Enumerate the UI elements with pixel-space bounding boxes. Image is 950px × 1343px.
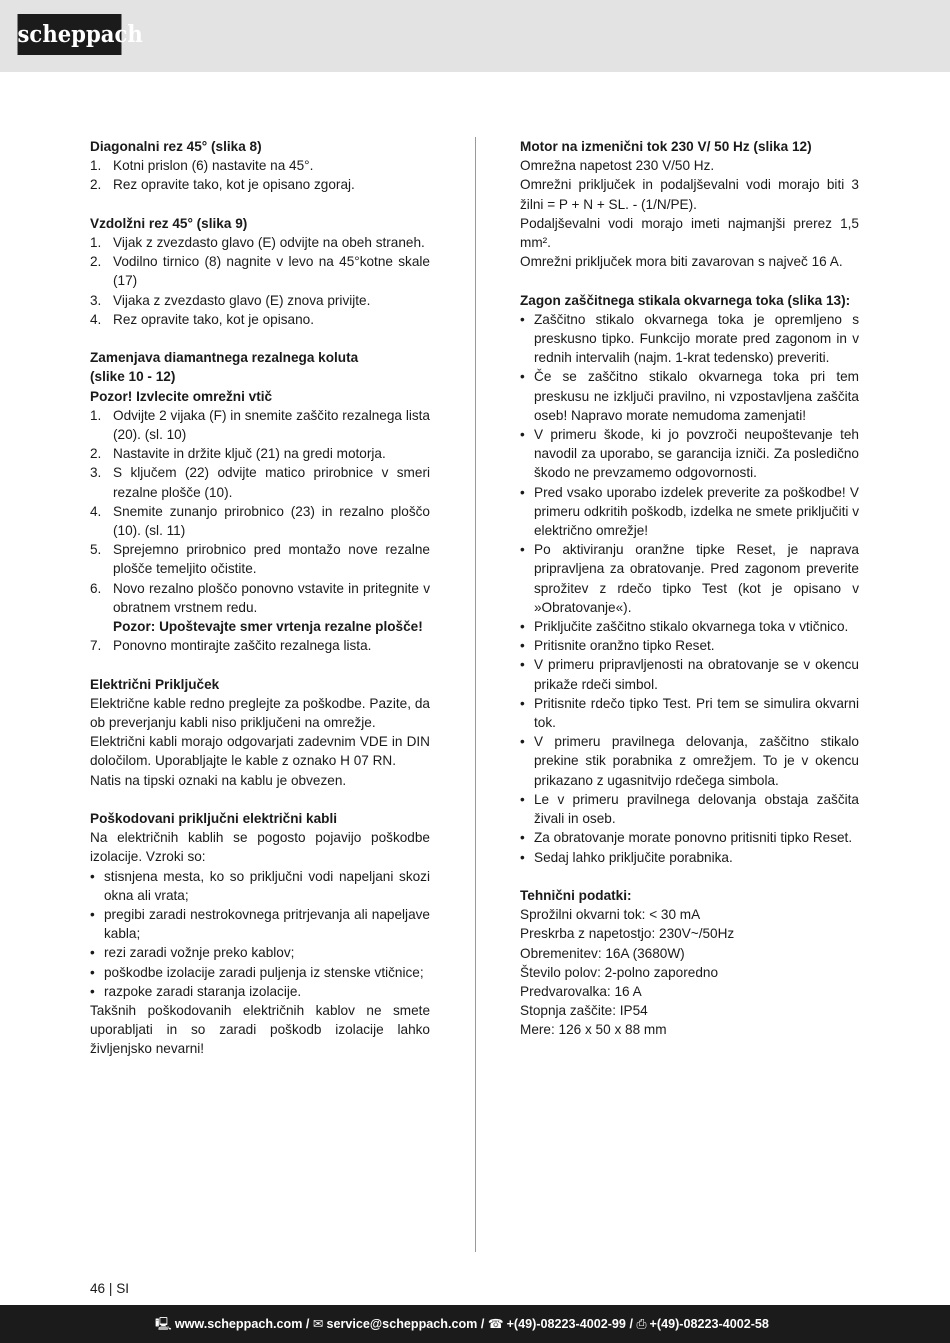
numbered-list <box>90 156 430 194</box>
item-number: 2. <box>90 177 102 193</box>
item-text: Nastavite in držite ključ (21) na gredi motorja. <box>113 446 386 462</box>
paragraph: Električne kable redno preglejte za poškodbe. Pazite, da ob preverjanju kabli niso priključeni na omrežje. <box>90 695 430 731</box>
item-warning: Pozor: Upoštevajte smer vrtenja rezalne plošče! <box>113 619 423 635</box>
paragraph: Takšnih poškodovanih električnih kablov ne smete uporabljati in so zaradi poškodb izolacije lahko življenjsko nevarni! <box>90 1003 430 1057</box>
item-text: Zaščitno stikalo okvarnega toka je opremljeno s preskusno tipko. Funkcijo morate pred zagonom in v rednih intervalih (najm. 1-krat tedensko) preveriti. <box>534 311 859 366</box>
item-text: Če se zaščitno stikalo okvarnega toka pri tem preskusu ne izklјuči pravilno, ni vzpostavljena zaščita oseb! Napravo morate nemudoma zamenjati! <box>534 369 859 423</box>
item-number: 2. <box>90 446 102 462</box>
list-item: • stisnjena mesta, ko so priključni vodi napeljani skozi okna ali vrata; <box>90 868 430 903</box>
paragraph: Podaljševalni vodi morajo imeti najmanjši prerez 1,5 mm². <box>520 215 859 251</box>
item-text: Po aktiviranju oranžne tipke Reset, je naprava pripravljena za obratovanje. Pred zagonom preverite sprožitev z rdečo tipko Test (kot je opisano v »Obratovanje«). <box>534 542 859 615</box>
spec-line: Predvarovalka: 16 A <box>520 983 642 999</box>
item-text: poškodbe izolacije zaradi puljenja iz stenske vtičnice; <box>104 964 424 980</box>
email-link[interactable]: service@scheppach.com <box>326 1317 478 1331</box>
page-number-separator: | <box>108 1281 113 1296</box>
item-number: 3. <box>90 465 102 481</box>
section-longitudinal-cut <box>90 214 430 329</box>
item-text: Kotni prislon (6) nastavite na 45°. <box>113 158 314 174</box>
spec-line: Preskrba z napetostjo: 230V~/50Hz <box>520 926 735 942</box>
spec-line: Stopnja zaščite: IP54 <box>520 1003 648 1019</box>
column-divider <box>475 137 476 1252</box>
item-text: Pritisnite oranžno tipko Reset. <box>534 638 715 654</box>
list-item: • poškodbe izolacije zaradi puljenja iz stenske vtičnice; <box>90 964 424 980</box>
website-link[interactable]: www.scheppach.com <box>174 1317 303 1331</box>
item-number: 1. <box>90 158 102 174</box>
list-item: • V primeru pripravljenosti na obratovanje se v okencu prikaže rdeči simbol. <box>520 657 859 692</box>
item-text: Le v primeru pravilnega delovanja obstaja zaščita živali in oseb. <box>534 791 859 827</box>
paragraph: Natis na tipski oznaki na kablu je obvezen. <box>90 772 347 788</box>
computer-icon: 🖳 <box>155 1317 172 1331</box>
left-column <box>90 137 430 1078</box>
item-text: Za obratovanje morate ponovno pritisniti tipko Reset. <box>534 830 853 846</box>
paragraph: Električni kabli morajo odgovarjati zadevnim VDE in DIN določilom. Uporabljajte le kable z oznako H 07 RN. <box>90 734 430 769</box>
list-item <box>90 310 430 329</box>
section-motor <box>520 137 859 271</box>
item-number: 4. <box>90 311 102 327</box>
spec-line: Število polov: 2-polno zaporedno <box>520 964 718 980</box>
item-text: Pritisnite rdečo tipko Test. Pri tem se simulira okvarni tok. <box>534 695 859 731</box>
item-text: Vodilno tirnico (8) nagnite v levo na 45°kotne skale (17) <box>113 254 430 289</box>
item-text: Snemite zunanjo prirobnico (23) in rezalno ploščo (10). (sl. 11) <box>113 503 430 539</box>
footer-separator: / <box>480 1317 485 1331</box>
list-item: • Sedaj lahko priključite porabnika. <box>520 849 733 865</box>
list-item <box>90 175 430 194</box>
item-text: Sprejemno prirobnico pred montažo nove rezalne plošče temeljito očistite. <box>113 542 430 577</box>
item-text: V primeru škode, ki jo povzroči neupoštevanje teh navodil za uporabo, se garancija izniči. Za posledično škodo ne prevzamemo odgovornosti. <box>534 427 859 481</box>
item-text: Pred vsako uporabo izdelek preverite za poškodbe! V primeru odkritih poškodb, izdelka ne smete priključiti v električno omrežje! <box>534 484 859 539</box>
paragraph: Omrežni priključek mora biti zavarovan s največ 16 A. <box>520 254 843 270</box>
item-text: stisnjena mesta, ko so priključni vodi napeljani skozi okna ali vrata; <box>104 868 430 903</box>
list-item <box>90 636 430 655</box>
section-subtitle: (slike 10 - 12) <box>90 369 176 385</box>
page-footer <box>0 1305 950 1343</box>
section-blade-replacement <box>90 348 430 655</box>
item-text: V primeru pravilnega delovanja, zaščitno stikalo prekine stik porabnika z omrežjem. To je v okencu prikazano z ugasnitvijo rdečega simbola. <box>534 734 859 788</box>
fax-icon: ⎙ <box>636 1317 647 1331</box>
list-item: • Po aktiviranju oranžne tipke Reset, je naprava pripravljena za obratovanje. Pred zagonom preverite sprožitev z rdečo tipko Test (kot je opisano v »Obratovanje«). <box>520 542 859 615</box>
warning-text: Pozor! Izvlecite omrežni vtič <box>90 388 273 404</box>
page-header <box>0 0 950 72</box>
item-text: Priključite zaščitno stikalo okvarnega toka v vtičnico. <box>534 619 849 635</box>
section-title: Električni Priključek <box>90 676 220 692</box>
section-rcd-startup <box>520 291 859 867</box>
paragraph: Omrežna napetost 230 V/50 Hz. <box>520 158 715 174</box>
paragraph: Na električnih kablih se pogosto pojavijo poškodbe izolacije. Vzroki so: <box>90 830 430 865</box>
list-item: • V primeru škode, ki jo povzroči neupoštevanje teh navodil za uporabo, se garancija izniči. Za posledično škodo ne prevzamemo odgovornosti. <box>520 427 859 481</box>
section-title: Poškodovani priključni električni kabli <box>90 811 338 827</box>
right-column <box>520 137 859 1059</box>
list-item <box>90 463 430 501</box>
list-item: • Za obratovanje morate ponovno pritisniti tipko Reset. <box>520 830 853 846</box>
list-item: • Pred vsako uporabo izdelek preverite za poškodbe! V primeru odkritih poškodb, izdelka ne smete priključiti v električno omrežje! <box>520 484 859 539</box>
section-title: Vzdolžni rez 45° (slika 9) <box>90 215 248 231</box>
item-text: razpoke zaradi staranja izolacije. <box>104 983 302 999</box>
page-number-value: 46 <box>90 1281 106 1296</box>
section-electrical-connection <box>90 675 430 790</box>
item-text: Rez opravite tako, kot je opisano. <box>113 311 314 327</box>
list-item: • rezi zaradi vožnje preko kablov; <box>90 945 295 961</box>
item-text: V primeru pripravljenosti na obratovanje se v okencu prikaže rdeči simbol. <box>534 657 859 692</box>
list-item <box>90 233 430 252</box>
footer-separator: / <box>305 1317 310 1331</box>
spec-line: Mere: 126 x 50 x 88 mm <box>520 1022 667 1038</box>
item-number: 4. <box>90 503 102 519</box>
phone-number: +(49)-08223-4002-99 <box>506 1317 626 1331</box>
item-number: 1. <box>90 407 102 423</box>
list-item: • Pritisnite oranžno tipko Reset. <box>520 638 715 654</box>
list-item: • Zaščitno stikalo okvarnega toka je opremljeno s preskusno tipko. Funkcijo morate pred zagonom in v rednih intervalih (najm. 1-krat tedensko) preveriti. <box>520 311 859 366</box>
item-text: Vijak z zvezdasto glavo (E) odvijte na obeh straneh. <box>113 235 425 250</box>
footer-separator: / <box>629 1317 633 1331</box>
spec-line: Obremenitev: 16A (3680W) <box>520 945 685 961</box>
item-number: 6. <box>90 580 102 596</box>
list-item: • Če se zaščitno stikalo okvarnega toka pri tem preskusu ne izklјuči pravilno, ni vzpostavljena zaščita oseb! Napravo morate nemudoma zamenjati! <box>520 369 859 423</box>
numbered-list <box>90 233 430 329</box>
item-number: 5. <box>90 542 102 558</box>
section-title: Motor na izmenični tok 230 V/ 50 Hz (slika 12) <box>520 139 812 154</box>
list-item: • Pritisnite rdečo tipko Test. Pri tem se simulira okvarni tok. <box>520 695 859 731</box>
section-damaged-cables <box>90 809 430 1059</box>
item-number: 7. <box>90 638 102 654</box>
section-technical-data <box>520 886 859 1040</box>
item-number: 2. <box>90 254 102 270</box>
fax-number: +(49)-08223-4002-58 <box>649 1317 769 1331</box>
paragraph: Omrežni priključek in podaljševalni vodi morajo biti 3 žilni = P + N + SL. - (1/N/PE). <box>520 177 859 212</box>
item-text: pregibi zaradi nestrokovnega pritrjevanja ali napeljave kabla; <box>104 907 430 942</box>
item-text: Sedaj lahko priključite porabnika. <box>534 849 733 865</box>
list-item <box>90 444 430 463</box>
item-number: 1. <box>90 235 102 250</box>
section-title: Zamenjava diamantnega rezalnega koluta <box>90 350 359 366</box>
list-item <box>90 579 430 637</box>
list-item: • razpoke zaradi staranja izolacije. <box>90 983 302 999</box>
item-text: S ključem (22) odvijte matico prirobnice v smeri rezalne plošče (10). <box>113 465 430 500</box>
brand-logo: scheppach <box>18 14 122 55</box>
bullet-list <box>90 867 430 1001</box>
list-item: • pregibi zaradi nestrokovnega pritrjevanja ali napeljave kabla; <box>90 907 430 942</box>
list-item: • V primeru pravilnega delovanja, zaščitno stikalo prekine stik porabnika z omrežjem. To je v okencu prikazano z ugasnitvijo rdečega simbola. <box>520 734 859 788</box>
section-diagonal-cut <box>90 137 430 195</box>
item-text: Ponovno montirajte zaščito rezalnega lista. <box>113 638 372 654</box>
list-item <box>90 156 430 175</box>
list-item <box>90 406 430 444</box>
page-number <box>90 1280 129 1298</box>
item-text: Vijaka z zvezdasto glavo (E) znova privijte. <box>113 292 371 308</box>
section-title: Diagonalni rez 45° (slika 8) <box>90 139 262 154</box>
spec-line: Sprožilni okvarni tok: < 30 mA <box>520 907 701 923</box>
section-title: Tehnični podatki: <box>520 887 632 903</box>
footer-contacts <box>155 1305 769 1343</box>
bullet-list <box>520 310 859 867</box>
item-text: Rez opravite tako, kot je opisano zgoraj. <box>113 177 355 193</box>
item-text: Odvijte 2 vijaka (F) in snemite zaščito rezalnega lista (20). (sl. 10) <box>113 407 430 443</box>
item-number: 3. <box>90 292 102 308</box>
phone-icon: ☎ <box>487 1317 504 1331</box>
item-text: rezi zaradi vožnje preko kablov; <box>104 945 295 961</box>
list-item: • Le v primeru pravilnega delovanja obstaja zaščita živali in oseb. <box>520 791 859 827</box>
list-item <box>90 291 430 310</box>
envelope-icon: ✉ <box>312 1317 324 1331</box>
section-title: Zagon zaščitnega stikala okvarnega toka (slika 13): <box>520 292 851 308</box>
item-text: Novo rezalno ploščo ponovno vstavite in pritegnite v obratnem vrstnem redu. <box>113 580 430 615</box>
numbered-list <box>90 406 430 656</box>
list-item <box>90 540 430 578</box>
page-language: SI <box>116 1281 130 1296</box>
list-item <box>90 502 430 540</box>
list-item <box>90 252 430 290</box>
list-item: • Priključite zaščitno stikalo okvarnega toka v vtičnico. <box>520 619 849 635</box>
